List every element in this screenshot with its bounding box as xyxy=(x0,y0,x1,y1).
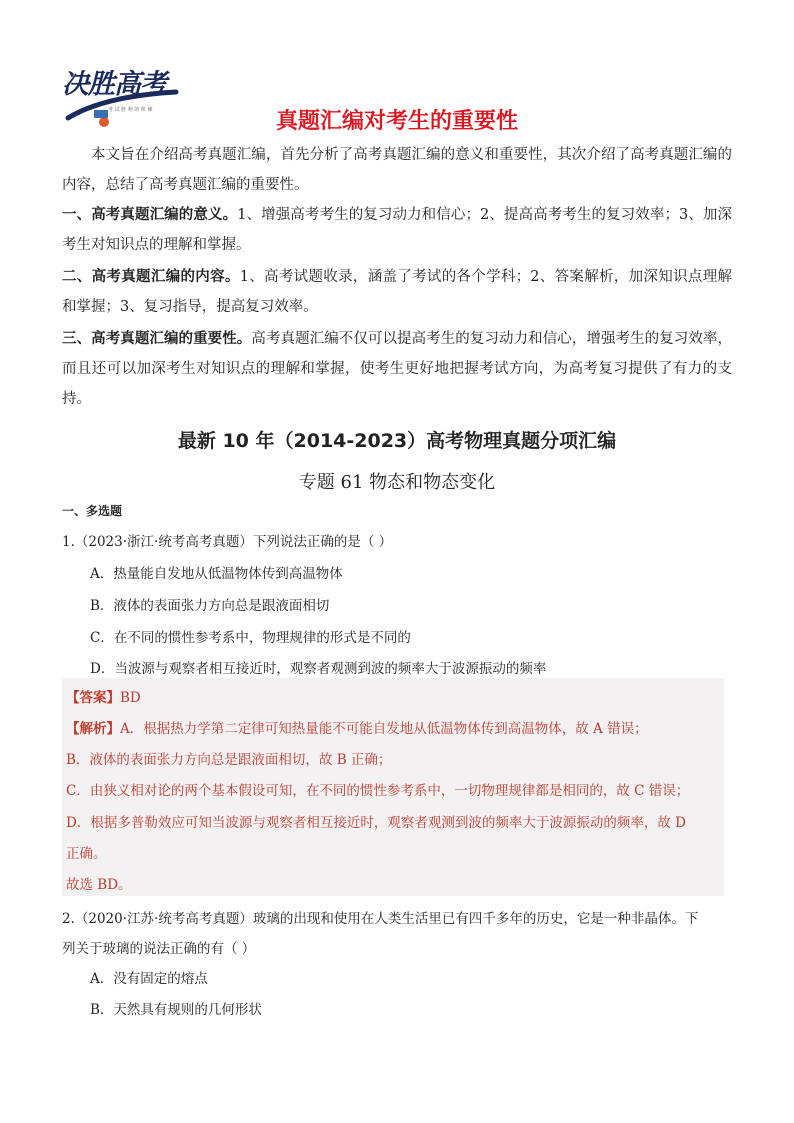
answer-value: BD xyxy=(120,690,141,706)
section-importance xyxy=(62,324,732,414)
q2-stem-line-1: 2.（2020·江苏·统考高考真题）玻璃的出现和使用在人类生活里已有四千多年的历史，它是一种非晶体。下 xyxy=(62,911,699,927)
topic-title: 专题 61 物态和物态变化 xyxy=(298,472,496,493)
q1-stem: 1.（2023·浙江·统考高考真题）下列说法正确的是（ ） xyxy=(62,534,393,550)
q1-analysis-line-4: D．根据多普勒效应可知当波源与观察者相互接近时，观察者观测到波的频率大于波源振动的频率，故 D xyxy=(66,815,686,831)
compilation-title: 最新 10 年（2014-2023）高考物理真题分项汇编 xyxy=(177,430,617,452)
q1-analysis-line-3: C．由狭义相对论的两个基本假设可知，在不同的惯性参考系中，一切物理规律都是相同的，故 C 错误； xyxy=(66,783,690,799)
section-meaning-body: 1、增强高考考生的复习动力和信心；2、提高高考考生的复习效率；3、加深考生对知识点的理解和掌握。 xyxy=(62,207,732,253)
section-importance-heading: 三、高考真题汇编的重要性。 xyxy=(62,331,252,347)
answer-tag: 【答案】 xyxy=(66,690,120,706)
q2-option-b: B．天然具有规则的几何形状 xyxy=(90,1002,262,1018)
analysis-text-1: A．根据热力学第二定律可知热量能不可能自发地从低温物体传到高温物体，故 A 错误； xyxy=(120,721,648,737)
q2-stem-line-2: 列关于玻璃的说法正确的有（ ） xyxy=(62,941,256,957)
q1-analysis-line-6: 故选 BD。 xyxy=(66,877,132,893)
section-content-body: 1、高考试题收录，涵盖了考试的各个学科；2、答案解析，加深知识点理解和掌握；3、复习指导，提高复习效率。 xyxy=(62,269,733,315)
q2-option-a: A．没有固定的熔点 xyxy=(90,971,208,987)
analysis-tag: 【解析】 xyxy=(66,721,120,737)
document-title: 真题汇编对考生的重要性 xyxy=(275,109,518,134)
q1-option-c: C．在不同的惯性参考系中，物理规律的形式是不同的 xyxy=(90,630,411,646)
section-meaning-heading: 一、高考真题汇编的意义。 xyxy=(62,207,238,223)
section-importance-body: 高考真题汇编不仅可以提高考生的复习动力和信心，增强考生的复习效率，而且还可以加深考生对知识点的理解和掌握，使考生更好地把握考试方向，为高考复习提供了有力的支持。 xyxy=(62,331,733,407)
section-meaning xyxy=(62,200,732,260)
section-content xyxy=(62,262,732,322)
q1-option-d: D．当波源与观察者相互接近时，观察者观测到波的频率大于波源振动的频率 xyxy=(90,661,547,677)
q1-option-b: B．液体的表面张力方向总是跟液面相切 xyxy=(90,598,330,614)
logo-text: 决胜高考 xyxy=(62,69,166,100)
logo-subtitle: 考 试 胜 利 的 阶 梯 xyxy=(108,107,153,113)
q1-analysis-line-2: B．液体的表面张力方向总是跟液面相切，故 B 正确； xyxy=(66,752,392,768)
intro-paragraph: 本文旨在介绍高考真题汇编，首先分析了高考真题汇编的意义和重要性，其次介绍了高考真题汇编的内容，总结了高考真题汇编的重要性。 xyxy=(62,147,732,193)
section-content-heading: 二、高考真题汇编的内容。 xyxy=(62,269,240,285)
q1-analysis-line-5: 正确。 xyxy=(66,846,107,862)
q1-answer xyxy=(66,686,141,706)
q1-option-a: A．热量能自发地从低温物体传到高温物体 xyxy=(90,566,343,582)
section-label: 一、多选题 xyxy=(62,504,123,518)
q1-analysis-line-1 xyxy=(66,717,648,737)
